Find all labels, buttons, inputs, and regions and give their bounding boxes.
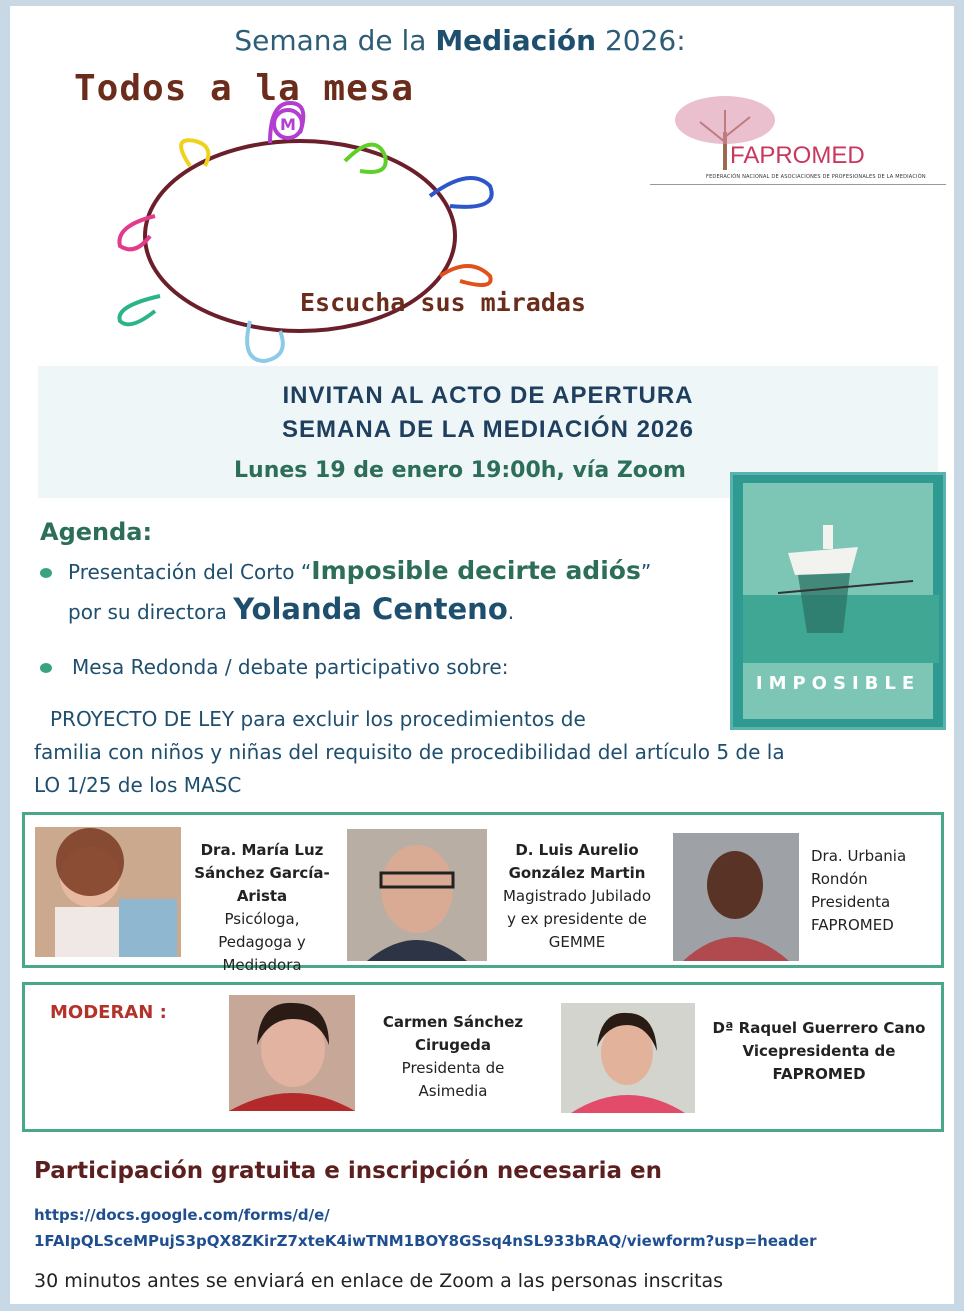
zoom-note: 30 minutos antes se enviará en enlace de Zoom a las personas inscritas <box>34 1270 724 1292</box>
speaker-photo <box>35 827 181 957</box>
flyer <box>10 6 954 1304</box>
bullet-icon <box>40 663 52 673</box>
bill-description-line-3: LO 1/25 de los MASC <box>34 773 242 797</box>
speaker-photo <box>347 829 487 961</box>
poster-title: IMPOSIBLE <box>755 673 921 694</box>
moderator-photo <box>229 995 355 1111</box>
registration-link-line-2[interactable]: 1FAIpQLSceMPujS3pQX8ZKirZ7xteK4iwTNM1BOY8GSsq4nSL933bRAQ/viewform?usp=header <box>34 1232 817 1250</box>
invitation-line-2: SEMANA DE LA MEDIACIÓN 2026 <box>282 416 694 443</box>
speakers-panel <box>22 812 944 974</box>
agenda-item-film: Presentación del Corto “Imposible decirte adiós” <box>68 556 652 585</box>
moderator-2: Dª Raquel Guerrero Cano Vicepresidenta de FAPROMED <box>712 1019 926 1083</box>
speaker-photo <box>673 833 799 961</box>
registration-link-line-1[interactable]: https://docs.google.com/forms/d/e/ <box>34 1206 330 1224</box>
agenda-item-director: por su directora Yolanda Centeno. <box>68 592 515 626</box>
page-title: Semana de la Mediación 2026: <box>234 24 686 57</box>
divider <box>650 184 946 185</box>
event-date: Lunes 19 de enero 19:00h, vía Zoom <box>234 458 686 483</box>
film-poster <box>730 472 946 730</box>
round-table-illustration <box>110 96 510 386</box>
moderators-label: MODERAN : <box>50 1002 167 1023</box>
speaker-1: Dra. María Luz Sánchez García- Arista Psicóloga, Pedagoga y Mediadora <box>194 841 330 974</box>
organization-name: FAPROMED <box>730 142 865 169</box>
organization-subtitle: FEDERACIÓN NACIONAL DE ASOCIACIONES DE PROFESIONALES DE LA MEDIACIÓN <box>706 174 926 180</box>
campaign-letter: M <box>280 115 296 134</box>
campaign-tagline: Todos a la mesa <box>74 68 415 109</box>
campaign-subtitle: Escucha sus miradas <box>300 288 586 317</box>
agenda-item-roundtable: Mesa Redonda / debate participativo sobre: <box>72 655 509 679</box>
speaker-2: D. Luis Aurelio González Martin Magistrado Jubilado y ex presidente de GEMME <box>502 841 652 951</box>
registration-heading: Participación gratuita e inscripción necesaria en <box>34 1158 663 1184</box>
boat-illustration <box>743 483 939 663</box>
moderator-photo <box>561 1003 695 1113</box>
bullet-icon <box>40 568 52 578</box>
moderator-1: Carmen Sánchez Cirugeda Presidenta de Asimedia <box>382 1013 524 1100</box>
agenda-heading: Agenda: <box>40 518 153 546</box>
speaker-3: Dra. Urbania Rondón Presidenta FAPROMED <box>811 847 907 934</box>
invitation-line-1: INVITAN AL ACTO DE APERTURA <box>282 382 694 409</box>
bill-description-line-1: PROYECTO DE LEY para excluir los procedimientos de <box>50 707 586 731</box>
bill-description-line-2: familia con niños y niñas del requisito de procedibilidad del artículo 5 de la <box>34 740 785 764</box>
